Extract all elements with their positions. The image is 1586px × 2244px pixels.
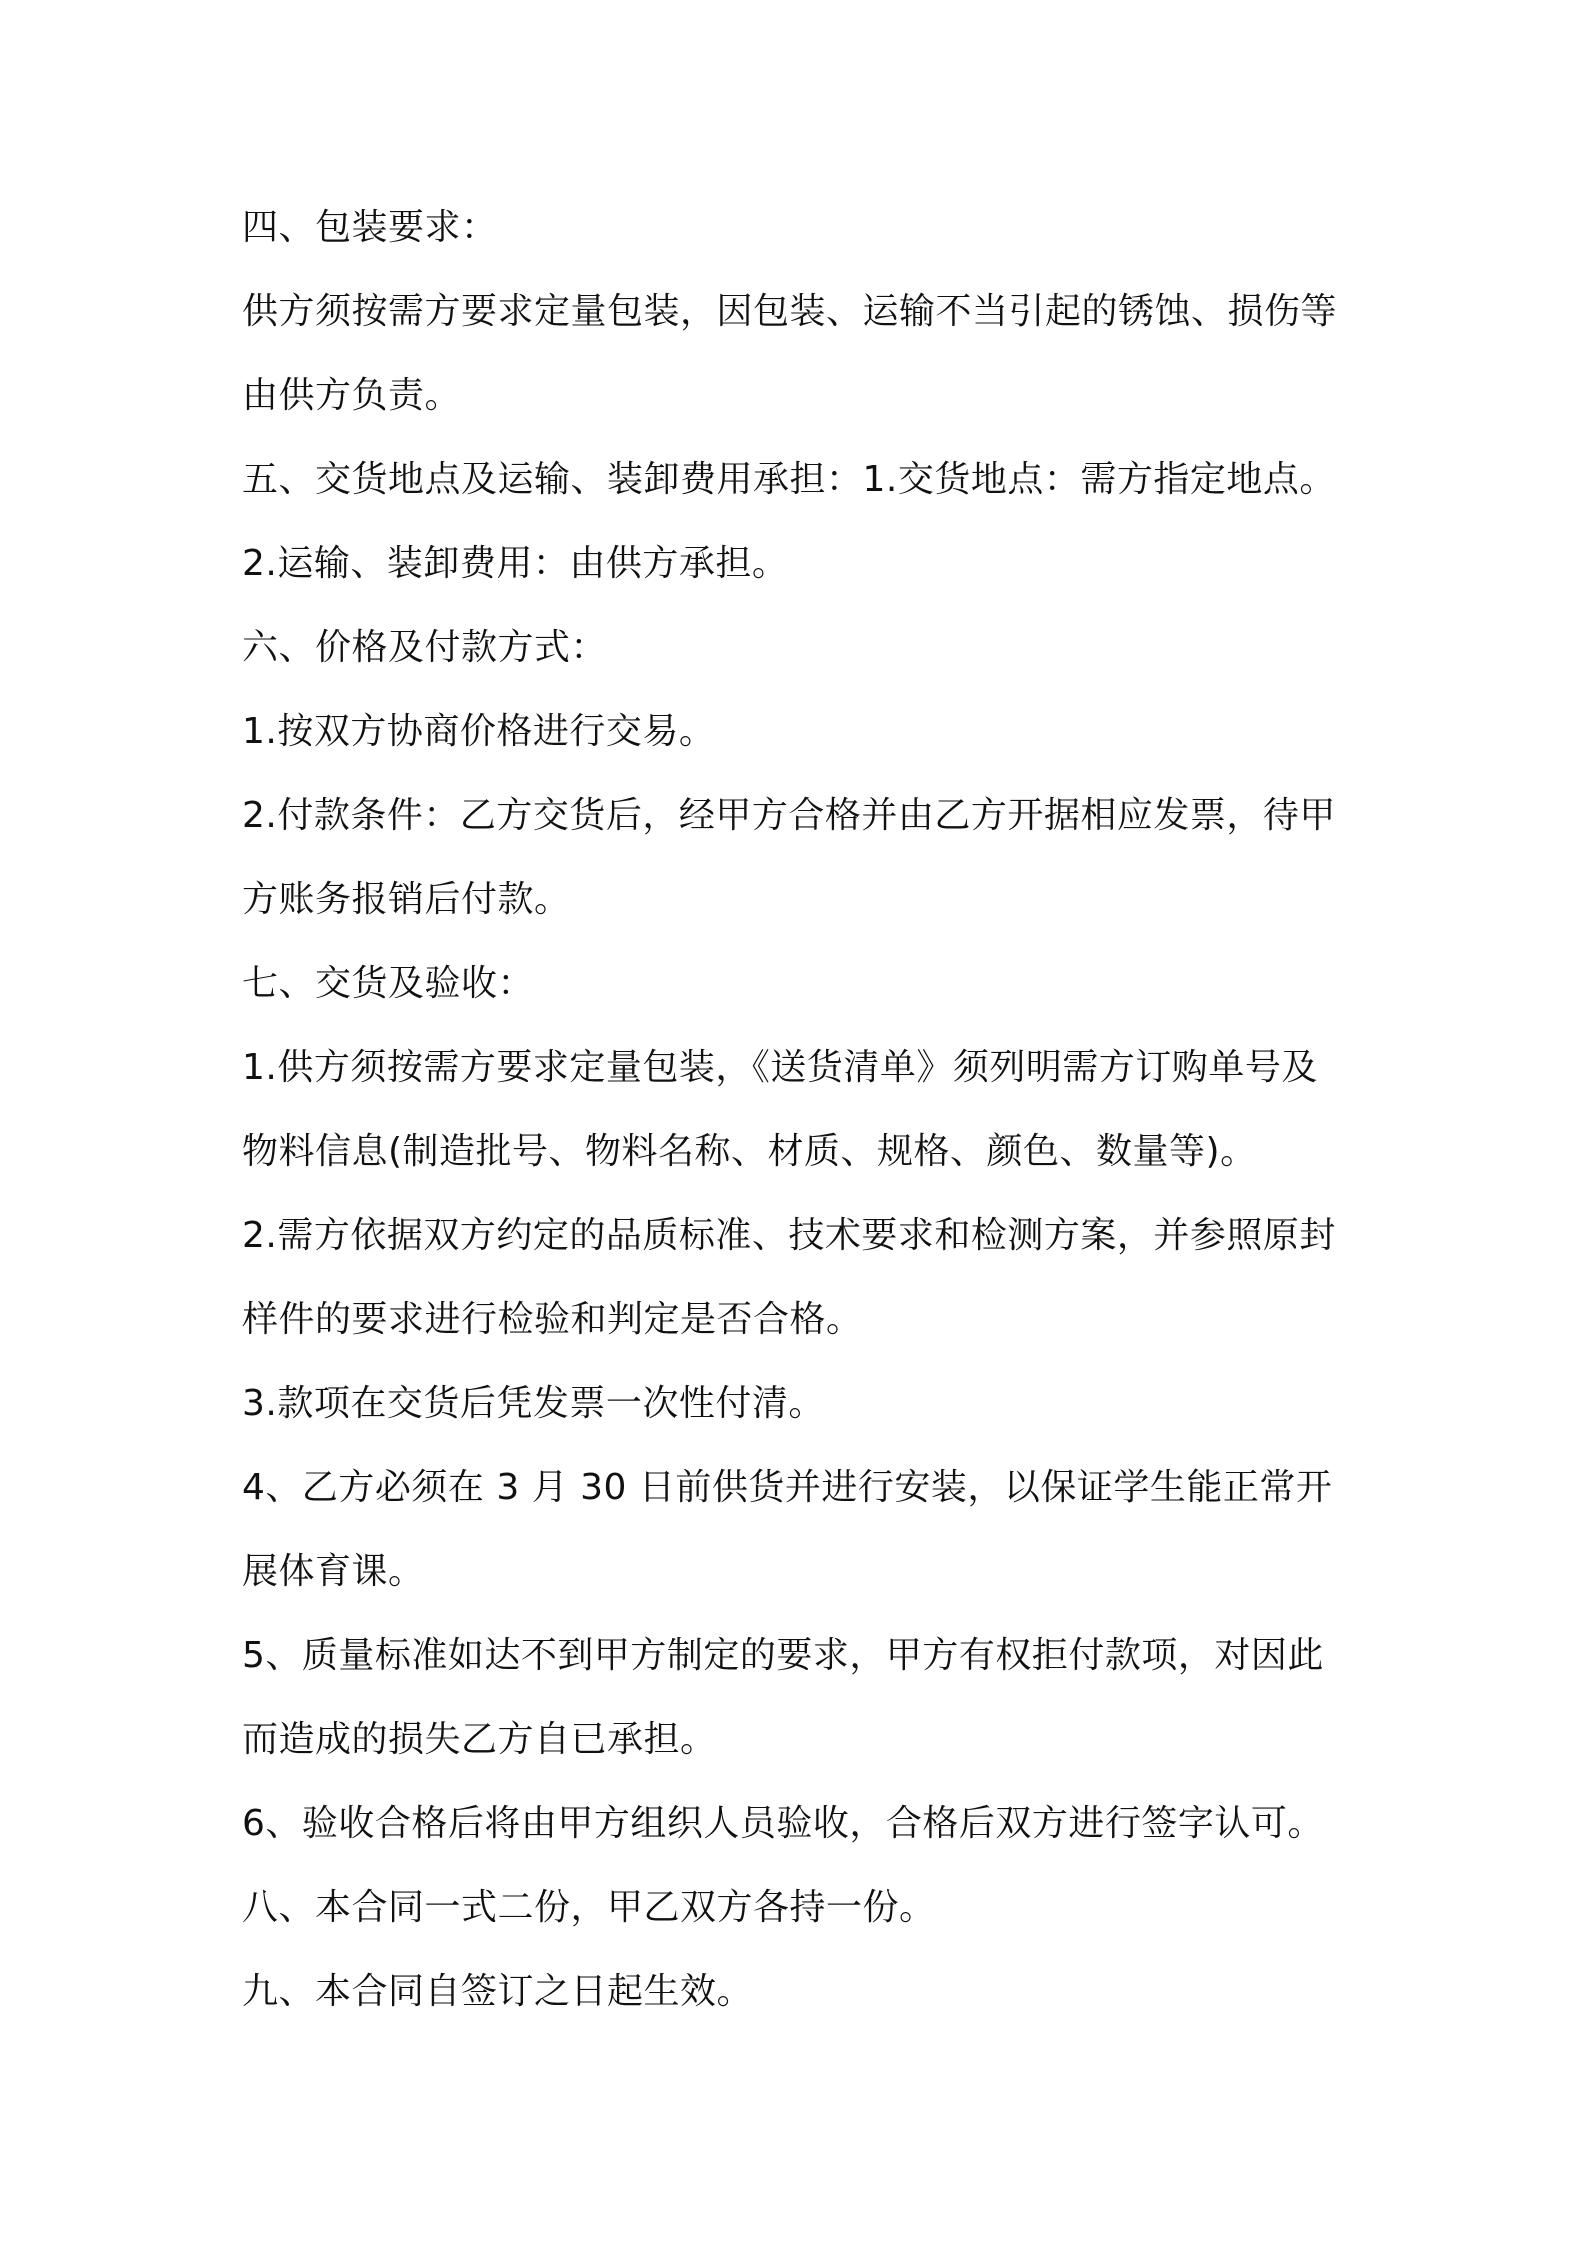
clause-effective-date: 九、本合同自签订之日起生效。 — [242, 1971, 754, 2012]
acceptance-item-3: 3.款项在交货后凭发票一次性付清。 — [242, 1383, 825, 1424]
acceptance-item-6: 6、验收合格后将由甲方组织人员验收，合格后双方进行签字认可。 — [242, 1803, 1324, 1844]
price-item-2-line-1: 2.付款条件：乙方交货后，经甲方合格并由乙方开据相应发票，待甲 — [242, 795, 1336, 836]
price-item-2-line-2: 方账务报销后付款。 — [242, 879, 571, 920]
acceptance-item-5-line-1: 5、质量标准如达不到甲方制定的要求，甲方有权拒付款项，对因此 — [242, 1635, 1324, 1676]
acceptance-item-2-line-2: 样件的要求进行检验和判定是否合格。 — [242, 1299, 863, 1340]
acceptance-item-1-line-2: 物料信息(制造批号、物料名称、材质、规格、颜色、数量等)。 — [242, 1131, 1257, 1172]
heading-packaging: 四、包装要求： — [242, 207, 498, 248]
heading-delivery-acceptance: 七、交货及验收： — [242, 963, 535, 1004]
delivery-transport-costs: 2.运输、装卸费用：由供方承担。 — [242, 543, 789, 584]
packaging-text-line-2: 由供方负责。 — [242, 375, 462, 416]
acceptance-item-1-line-1: 1.供方须按需方要求定量包装，《送货清单》须列明需方订购单号及 — [242, 1047, 1318, 1088]
acceptance-item-5-line-2: 而造成的损失乙方自已承担。 — [242, 1719, 717, 1760]
acceptance-item-4-line-2: 展体育课。 — [242, 1551, 425, 1592]
acceptance-item-4-line-1: 4、乙方必须在 3 月 30 日前供货并进行安装，以保证学生能正常开 — [242, 1467, 1333, 1508]
heading-price-payment: 六、价格及付款方式： — [242, 627, 608, 668]
price-item-1: 1.按双方协商价格进行交易。 — [242, 711, 716, 752]
heading-delivery-location: 五、交货地点及运输、装卸费用承担：1.交货地点：需方指定地点。 — [242, 459, 1336, 500]
acceptance-item-2-line-1: 2.需方依据双方约定的品质标准、技术要求和检测方案，并参照原封 — [242, 1215, 1336, 1256]
packaging-text-line-1: 供方须按需方要求定量包装，因包装、运输不当引起的锈蚀、损伤等 — [242, 291, 1338, 332]
clause-copies: 八、本合同一式二份，甲乙双方各持一份。 — [242, 1887, 936, 1928]
